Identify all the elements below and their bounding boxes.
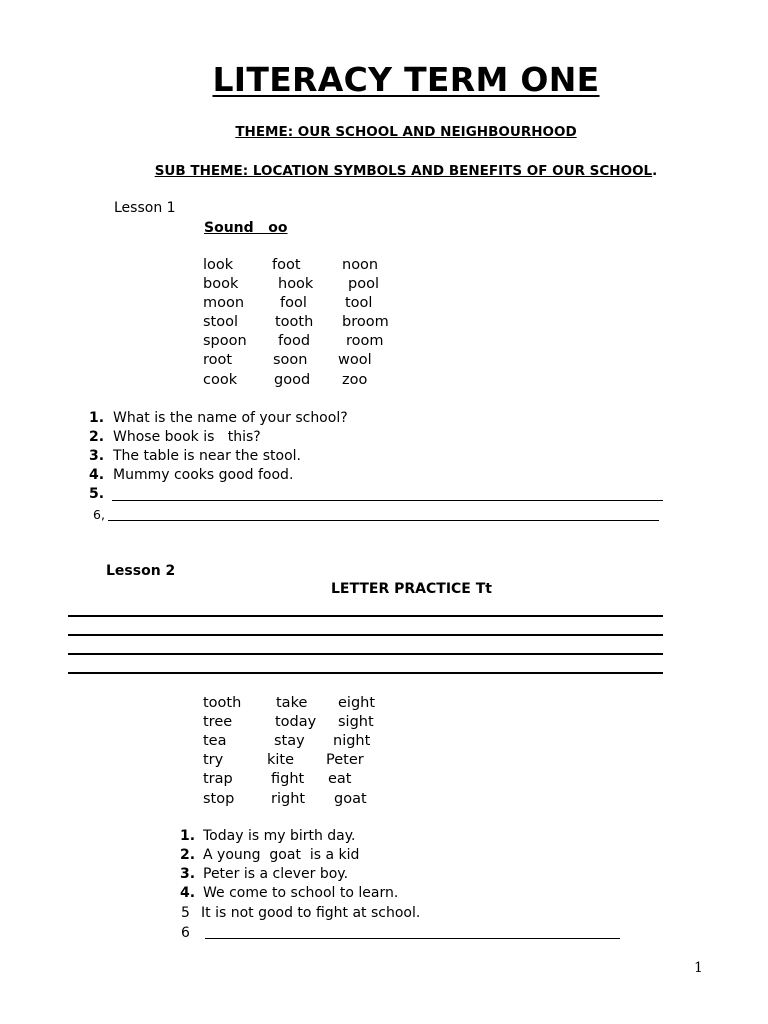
word: kite (267, 752, 295, 768)
word: stool (203, 314, 239, 330)
word: book (203, 276, 239, 292)
letter-practice-heading: LETTER PRACTICE Tt (331, 581, 492, 597)
word: take (276, 695, 308, 711)
page-number: 1 (694, 960, 703, 976)
word: sight (338, 714, 374, 730)
word: stop (203, 791, 235, 807)
word: food (278, 333, 311, 349)
word: broom (342, 314, 389, 330)
word: noon (342, 257, 379, 273)
sentence-number: 3. (180, 866, 196, 882)
word: tooth (275, 314, 314, 330)
sentence-number: 2. (180, 847, 196, 863)
word: soon (273, 352, 308, 368)
sentence-text: Peter is a clever boy. (203, 866, 349, 882)
word: stay (274, 733, 305, 749)
writing-line (112, 500, 663, 501)
word: fool (280, 295, 307, 311)
word: eat (328, 771, 352, 787)
sentence-text: We come to school to learn. (203, 885, 399, 901)
word: tree (203, 714, 233, 730)
sentence-text: What is the name of your school? (113, 410, 348, 426)
sentence-number: 2. (89, 429, 105, 445)
sentence-text: Mummy cooks good food. (113, 467, 294, 483)
sentence-number: 6 (181, 925, 190, 941)
sentence-number: 4. (89, 467, 105, 483)
sentence-number: 5 (181, 905, 190, 921)
sentence-number: 4. (180, 885, 196, 901)
handwriting-line (68, 634, 663, 636)
word: tool (345, 295, 373, 311)
word: today (275, 714, 317, 730)
word: hook (278, 276, 314, 292)
word: right (271, 791, 306, 807)
word: try (203, 752, 224, 768)
sub-theme-heading (0, 163, 768, 179)
word: foot (272, 257, 301, 273)
sub-theme-period: . (652, 163, 658, 179)
word: room (346, 333, 384, 349)
sentence-text: Whose book is this? (113, 429, 261, 445)
sentence-text: The table is near the stool. (113, 448, 301, 464)
word: moon (203, 295, 245, 311)
sound-heading: Sound oo (204, 220, 288, 236)
sub-theme-text: SUB THEME: LOCATION SYMBOLS AND BENEFITS OF OUR SCHOOL (154, 163, 653, 179)
word: spoon (203, 333, 247, 349)
word: wool (338, 352, 372, 368)
word: pool (348, 276, 379, 292)
sentence-text: Today is my birth day. (203, 828, 356, 844)
word: tooth (203, 695, 242, 711)
word: trap (203, 771, 233, 787)
word: tea (203, 733, 227, 749)
word: zoo (342, 372, 368, 388)
word: night (333, 733, 371, 749)
handwriting-line (68, 615, 663, 617)
sentence-number: 3. (89, 448, 105, 464)
word: eight (338, 695, 376, 711)
word: fight (271, 771, 305, 787)
handwriting-line (68, 672, 663, 674)
writing-line (205, 938, 620, 939)
sentence-text: It is not good to fight at school. (201, 905, 421, 921)
sentence-text: A young goat is a kid (203, 847, 360, 863)
word: Peter (326, 752, 364, 768)
sentence-number: 1. (180, 828, 196, 844)
theme-heading: THEME: OUR SCHOOL AND NEIGHBOURHOOD (235, 124, 577, 140)
lesson-2-label: Lesson 2 (106, 563, 176, 579)
writing-line (108, 520, 659, 521)
sentence-number: 1. (89, 410, 105, 426)
word: root (203, 352, 233, 368)
lesson-1-label: Lesson 1 (114, 200, 176, 216)
word: good (274, 372, 311, 388)
page-title: LITERACY TERM ONE (212, 60, 600, 99)
handwriting-line (68, 653, 663, 655)
word: goat (334, 791, 367, 807)
sentence-number: 6, (93, 507, 105, 522)
word: look (203, 257, 234, 273)
sentence-number: 5. (89, 486, 105, 502)
word: cook (203, 372, 238, 388)
